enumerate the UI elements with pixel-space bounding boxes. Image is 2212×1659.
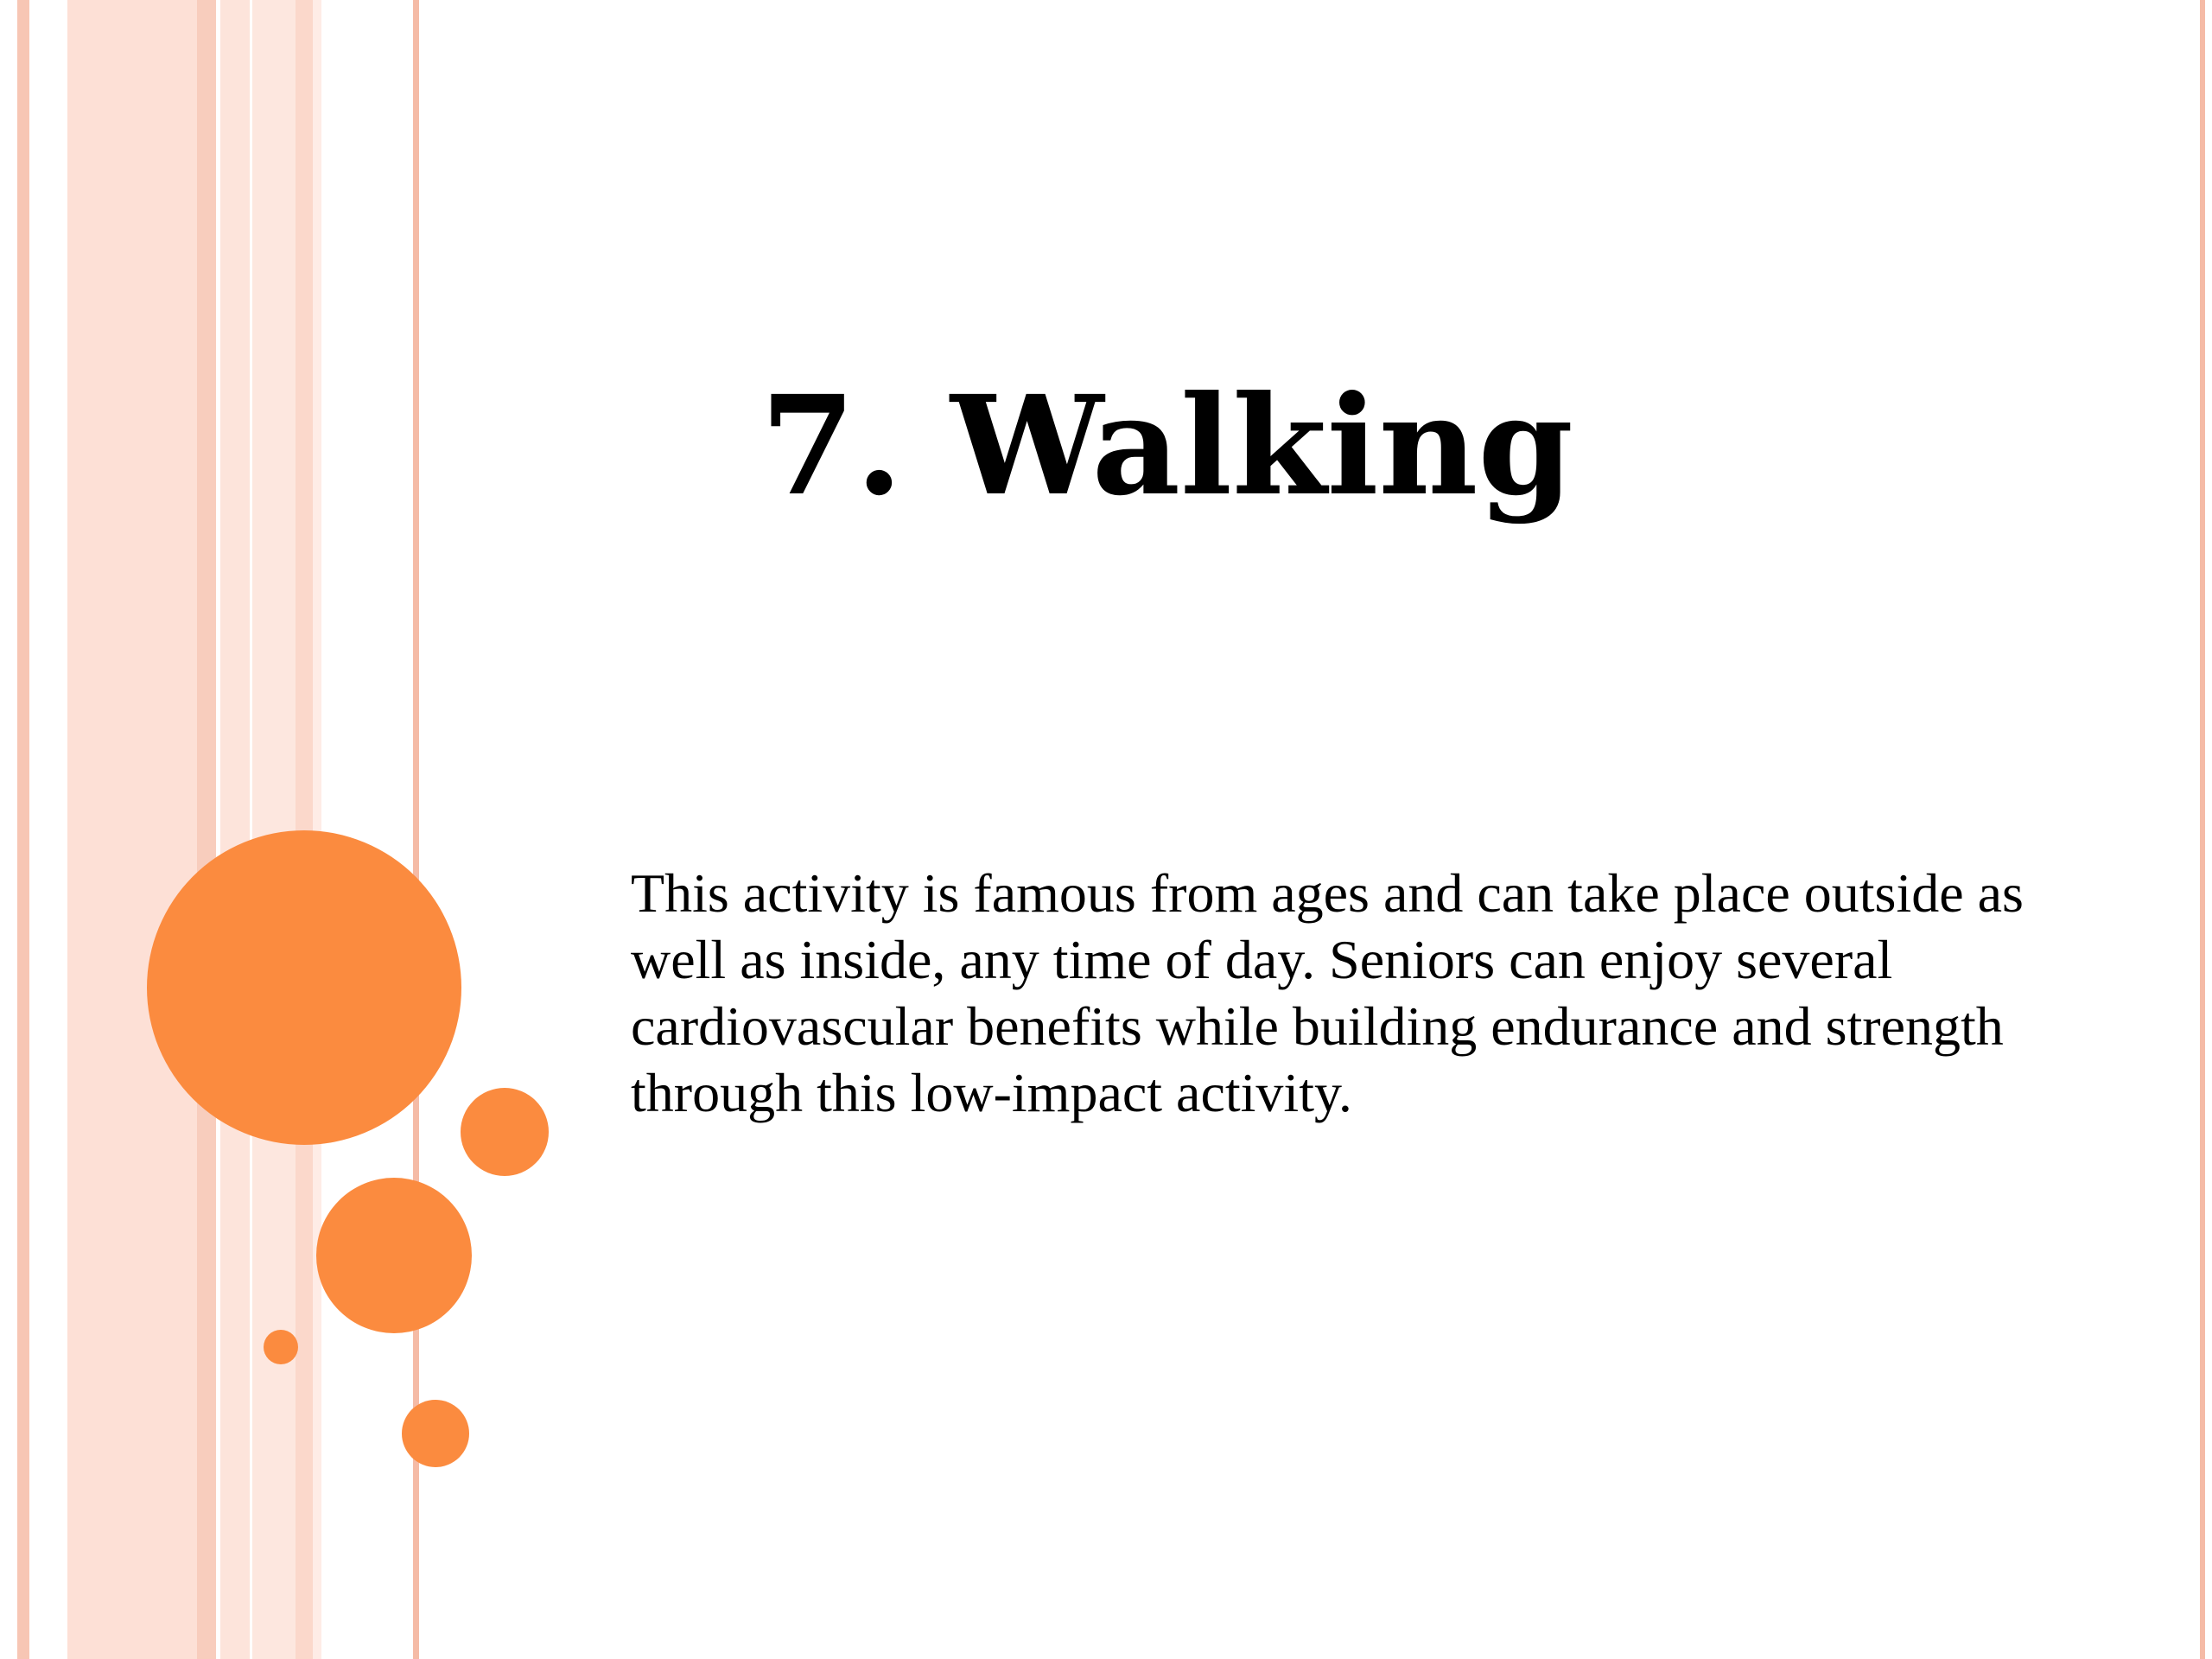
decorative-circle-large xyxy=(147,830,461,1145)
decorative-stripe xyxy=(252,0,296,1659)
decorative-circle-bottom xyxy=(402,1400,469,1467)
slide-title: 7. Walking xyxy=(760,366,1573,526)
decorative-stripe xyxy=(67,0,197,1659)
decorative-stripe xyxy=(313,0,321,1659)
decorative-stripe xyxy=(197,0,216,1659)
decorative-stripe xyxy=(17,0,29,1659)
decorative-circle-small xyxy=(461,1088,549,1176)
decorative-circle-medium xyxy=(316,1178,472,1333)
decorative-right-border-line xyxy=(2200,0,2205,1659)
decorative-circle-tiny xyxy=(264,1330,298,1364)
slide-body-text: This activity is famous from ages and can take place outside as well as inside, any time of day. Seniors can enjoy several cardiovascular benefits while building endurance and strength through this low-impact activity. xyxy=(631,862,2024,1123)
decorative-stripe xyxy=(220,0,250,1659)
decorative-stripe xyxy=(296,0,313,1659)
